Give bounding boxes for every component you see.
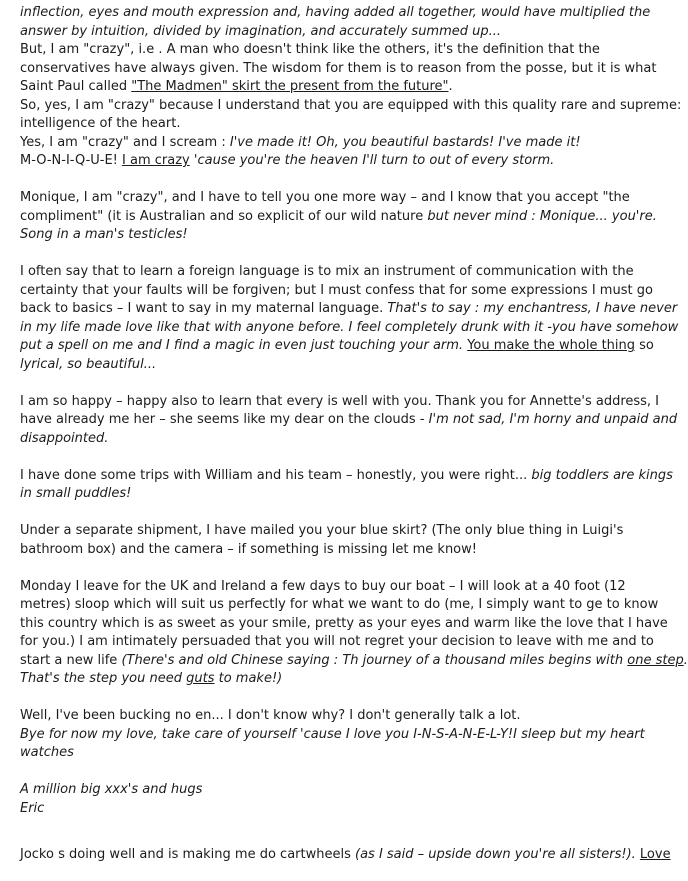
underlined-segment: I am crazy [122,153,190,168]
paragraph-compliment [20,189,657,245]
text-line: in small puddles! [20,486,132,501]
text-line: Jocko s doing well and is making me do cartwheels [20,847,355,862]
text-line: disappointed. [20,430,109,446]
signature-name: Eric [20,800,45,816]
paragraph-crazy [20,4,682,171]
text-line: I am so happy – happy also to learn that every is well with you. Thank you for Annette's address, I [20,393,660,409]
italic-segment: 'cause you're the heaven I'll turn to out of every storm. [189,153,555,168]
text-line: Monique, I am "crazy", and I have to tell you one more way – and I know that you accept "the [20,190,630,205]
text-line: put a spell on me and I find a magic in even just touching your arm. [20,338,468,353]
text-line: Under a separate shipment, I have mailed you your blue skirt? (The only blue thing in Luigi's [20,523,624,538]
text-line: M-O-N-I-Q-U-E! [20,153,123,168]
italic-segment: big toddlers are kings [531,467,673,483]
text-line: start a new life [20,652,122,668]
paragraph-boat [20,578,688,689]
text-segment: so [635,338,654,353]
underlined-segment: You make the whole thing [467,338,636,353]
paragraph-happy [20,393,678,449]
text-line: answer by intuition, divided by imagination, and accurately summed up... [20,23,502,39]
text-line: I have done some trips with William and his team – honestly, you were right... [20,467,532,483]
italic-segment: (There's and old Chinese saying : Th journey of a thousand miles begins with [121,652,628,668]
underlined-segment: guts [186,671,215,686]
italic-segment: That's to say : my enchantress, I have never [387,301,678,316]
underlined-quote: "The Madmen" skirt the present from the future" [131,79,449,94]
text-line: Song in a man's testicles! [20,227,188,242]
text-line: But, I am "crazy", i.e . A man who doesn't think like the others, it's the definition that the [20,42,600,57]
text-line: this country which is as sweet as your smile, pretty as your eyes and warm like the love that I have [20,615,668,631]
paragraph-postscript [20,846,671,865]
text-line: Monday I leave for the UK and Ireland a few days to buy our boat – I will look at a 40 foot (12 [20,578,626,594]
italic-segment: . [683,652,688,668]
paragraph-shipment [20,522,646,559]
text-line: So, yes, I am "crazy" because I understand that you are equipped with this quality rare and supreme: [20,97,682,113]
text-line: Yes, I am "crazy" and I scream : [20,134,230,150]
text-line: lyrical, so beautiful... [20,356,157,372]
text-line: That's the step you need [20,671,187,686]
text-line: intelligence of the heart. [20,116,181,131]
text-line: bathroom box) and the camera – if something is missing let me know! [20,541,477,557]
paragraph-trips [20,467,673,504]
text-line: back to basics – I want to say in my maternal language. [20,301,388,316]
text-line: metres) sloop which will suit us perfectly for what we want to do (me, I simply want to ge to know [20,597,659,612]
text-line: conservatives have always given. The wisdom for them is to reason from the posse, but it is what [20,60,657,76]
sign-off: A million big xxx's and hugs [20,782,203,797]
text-line: Saint Paul called [20,79,132,94]
italic-segment: but never mind : Monique... you're. [427,208,657,224]
underlined-segment: one step [627,652,684,668]
signature-block [20,781,646,818]
italic-segment: I've made it! Oh, you beautiful bastards! I've made it! [229,134,581,150]
text-segment: . [448,79,453,94]
text-line: I often say that to learn a foreign language is to mix an instrument of communication with the [20,264,634,279]
paragraph-language [20,263,679,374]
text-line: certainty that your faults will be forgiven; but I must confess that for some expressions I must go [20,282,653,298]
text-line: in my life made love like that with anyone before. I feel completely drunk with it -you have somehow [20,319,679,335]
text-line: have already me her – she seems like my dear on the clouds - [20,412,429,427]
text-line: watches [20,745,74,760]
text-line: Bye for now my love, take care of yourself 'cause I love you I-N-S-A-N-E-L-Y!I sleep but my heart [20,726,645,742]
paragraph-closing [20,707,646,763]
italic-segment: to make!) [214,671,283,686]
italic-segment: (as I said – upside down you're all sisters!). [355,847,640,862]
text-line: compliment" (it is Australian and so explicit of our wild nature [20,208,428,224]
text-line: Well, I've been bucking no en... I don't know why? I don't generally talk a lot. [20,708,521,723]
italic-segment: I'm not sad, I'm horny and unpaid and [428,412,678,427]
text-line: inflection, eyes and mouth expression and, having added all together, would have multiplied the [20,5,651,20]
text-line: for you.) I am intimately persuaded that you will not regret your decision to leave with me and to [20,634,654,649]
underlined-segment: Love [639,847,671,862]
